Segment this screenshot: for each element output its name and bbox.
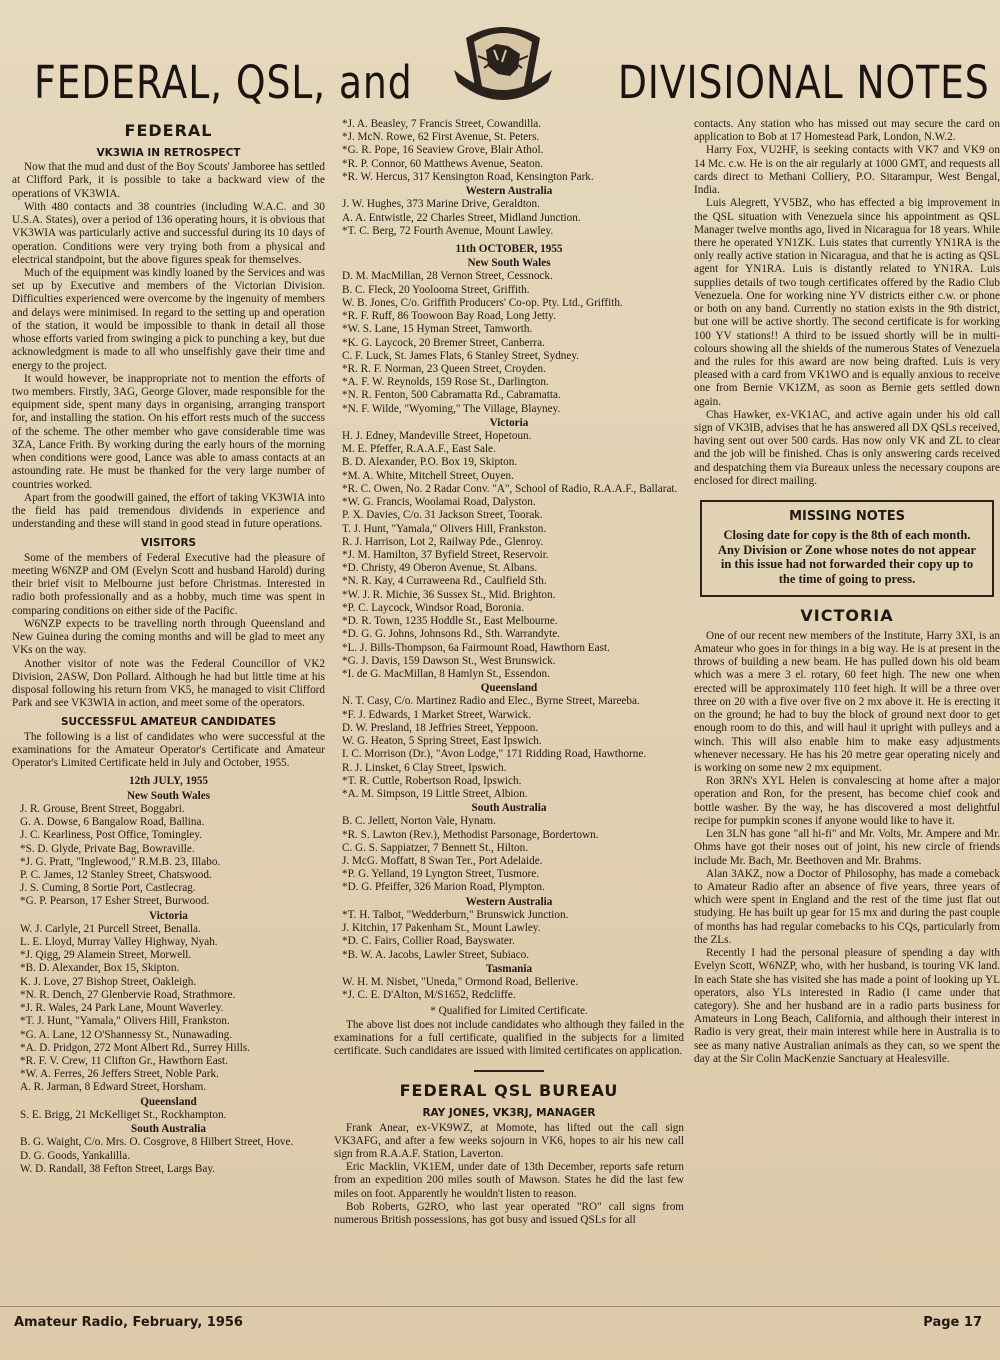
- candidate-entry: *M. A. White, Mitchell Street, Ouyen.: [342, 469, 514, 482]
- paragraph: contacts. Any station who has missed out may secure the card on application to Bob at 17 Homestead Park, London, N.W.2.: [694, 118, 1000, 144]
- candidate-entry: *J. M. Hamilton, 37 Byfield Street, Reservoir.: [342, 549, 549, 561]
- paragraph: It would however, be inappropriate not to mention the efforts of two members. Firstly, 3AG, George Glover, made responsible for the equipment side, spent many days in organising, arranging transport for, and installing the station. On his effort rests much of the success of the scheme. The other member who gave considerable time was 3ZA, Lance Frith. By working during the early hours of the morning when conditions were good, Lance was able to amass contacts at an astounding rate. He must be thanked for the very large number of countries worked.: [12, 372, 325, 491]
- candidate-entry: B. C. Jellett, Norton Vale, Hynam.: [342, 815, 496, 828]
- column-middle: [334, 118, 684, 1303]
- candidate-entry: *R. C. Owen, No. 2 Radar Conv. "A", School of Radio, R.A.A.F., Ballarat.: [342, 482, 678, 495]
- candidate-entry: G. A. Dowse, 6 Bangalow Road, Ballina.: [20, 816, 205, 829]
- candidate-list-wa-july: [334, 185, 684, 238]
- candidate-entry: *L. J. Bills-Thompson, 6a Fairmount Road, Hawthorn East.: [342, 641, 610, 654]
- column-right: [694, 118, 1000, 1303]
- candidate-entry: *J. Qigg, 29 Alamein Street, Morwell.: [20, 949, 192, 962]
- candidate-entry: *G. A. Lane, 12 O'Shannessy St., Nunawading.: [20, 1028, 233, 1041]
- candidate-entry: *J. C. E. D'Alton, M/S1652, Redcliffe.: [342, 989, 516, 1002]
- subheading-candidates: SUCCESSFUL AMATEUR CANDIDATES: [60, 716, 277, 729]
- missing-notes-box: [700, 500, 994, 597]
- visitors-body: [12, 552, 325, 711]
- qsl-bureau-continued: [694, 118, 1000, 488]
- candidate-group: [12, 1136, 325, 1176]
- paragraph: Some of the members of Federal Executive had the pleasure of meeting W6NZP and OM (Evelyn Scott and husband Harold) during their brief visit to Melbourne just before Christmas. Interested in radio both professionally and as a hobby, much time was spent in comparing conditions on either side of the Pacific.: [12, 551, 325, 617]
- candidate-entry: *G. P. Pearson, 17 Esher Street, Burwood.: [20, 895, 210, 908]
- missing-notes-title: MISSING NOTES: [789, 509, 905, 525]
- paragraph: Eric Macklin, VK1EM, under date of 13th December, reports safe return from an expedition 200 miles south of Mawson. States he did the last few miles on foot. Apparently he wouldn't listen to reason.: [334, 1161, 684, 1200]
- candidate-entry: *D. G. Pfeiffer, 326 Marion Road, Plympton.: [342, 881, 545, 894]
- candidate-group: [334, 430, 684, 681]
- candidate-entry: *R. F. V. Crew, 11 Clifton Gr., Hawthorn East.: [20, 1055, 228, 1067]
- paragraph: Len 3LN has gone "all hi-fi" and Mr. Volts, Mr. Ampere and Mr. Ohms have got their noses out of joint, his new circle of friends include Mr. Bach, Mr. Beethoven and Mr. Brahms.: [694, 828, 1000, 867]
- candidate-entry: *A. M. Simpson, 19 Little Street, Albion.: [342, 787, 528, 800]
- candidate-entry: *W. G. Francis, Woolamai Road, Dalyston.: [342, 496, 536, 509]
- state-heading: Queensland: [480, 682, 538, 695]
- state-heading: Western Australia: [465, 895, 553, 908]
- candidate-entry: P. C. James, 12 Stanley Street, Chatswood.: [20, 868, 212, 881]
- candidate-entry: D. M. MacMillan, 28 Vernon Street, Cessnock.: [342, 270, 553, 283]
- paragraph: Alan 3AKZ, now a Doctor of Philosophy, has made a comeback to Amateur Radio after an absence of five years, three years of which were spent in England and the rest of the time just flat out studying. He has built up gear for 15 mx and during the past couple of months has had regular comebacks to his CQs, particularly from the ZLs.: [694, 867, 1000, 946]
- candidate-entry: *J. A. Beasley, 7 Francis Street, Cowandilla.: [342, 118, 542, 130]
- victoria-body: [694, 630, 1000, 1066]
- article-columns: [12, 118, 1000, 1303]
- state-heading: Victoria: [489, 416, 529, 429]
- paragraph: Apart from the goodwill gained, the effort of taking VK3WIA into the field has paid tremendous dividends in experience and understanding and these will stand in good stead in future operations.: [12, 491, 325, 531]
- candidate-entry: J. McG. Moffatt, 8 Swan Ter., Port Adelaide.: [342, 855, 543, 868]
- candidate-group: [334, 815, 684, 894]
- candidate-entry: W. H. M. Nisbet, "Uneda," Ormond Road, Bellerive.: [342, 976, 579, 988]
- masthead-title-right: DIVISIONAL NOTES: [618, 56, 990, 109]
- state-heading: South Australia: [131, 1123, 206, 1136]
- candidate-group: [12, 803, 325, 909]
- candidate-entry: *T. R. Cuttle, Robertson Road, Ipswich.: [342, 774, 522, 787]
- paragraph: With 480 contacts and 38 countries (including W.A.C. and 30 U.S.A. States), over a period of 136 operating hours, it is obvious that VK3WIA was particularly active and successful during its 10 days of operation. Conditions were very trying both from a physical and electrical standpoint, but the above figures speak for themselves.: [12, 200, 325, 266]
- candidate-group: [334, 909, 684, 962]
- page-footer: [0, 1306, 1000, 1347]
- candidate-entry: *G. J. Davis, 159 Dawson St., West Brunswick.: [342, 654, 556, 667]
- candidate-entry: *J. McN. Rowe, 62 First Avenue, St. Peters.: [342, 131, 540, 144]
- candidate-entry: C. G. S. Sappiatzer, 7 Bennett St., Hilton.: [342, 841, 528, 854]
- footer-page-number: Page 17: [923, 1315, 982, 1330]
- candidate-entry: *N. F. Wilde, "Wyoming," The Village, Blayney.: [342, 402, 561, 415]
- candidate-entry: *B. D. Alexander, Box 15, Skipton.: [20, 962, 180, 975]
- paragraph: W6NZP expects to be travelling north through Queensland and New Guinea during the coming months and will be glad to meet any VKs on the way.: [12, 617, 325, 657]
- candidate-entry: W. J. Carlyle, 21 Purcell Street, Benalla.: [20, 922, 201, 935]
- candidate-entry: R. J. Harrison, Lot 2, Railway Pde., Glenroy.: [342, 535, 544, 548]
- candidate-entry: *R. W. Hercus, 317 Kensington Road, Kensington Park.: [342, 170, 594, 183]
- state-heading: Tasmania: [485, 962, 533, 975]
- candidate-entry: A. A. Entwistle, 22 Charles Street, Midland Junction.: [342, 211, 581, 224]
- subheading-retrospect: VK3WIA IN RETROSPECT: [96, 146, 241, 159]
- candidate-entry: *T. C. Berg, 72 Fourth Avenue, Mount Lawley.: [342, 224, 554, 237]
- candidate-entry: *R. F. Ruff, 86 Toowoon Bay Road, Long Jetty.: [342, 310, 556, 323]
- paragraph: Bob Roberts, G2RO, who last year operated "RO" call signs from numerous British possessions, has got busy and issued QSLs for all: [334, 1200, 684, 1227]
- paragraph: Another visitor of note was the Federal Councillor of VK2 Division, 2ASW, Don Pollard. Although he had but little time at his disposal following his return from VK5, he managed to visit Clifford Park and see VK3WIA in action, and meet some of the operators.: [12, 657, 325, 710]
- list-note: The above list does not include candidates who although they failed in the examinations for a full certificate, qualified in the subjects for a limited certificate. Such candidates are issued with limited certificates on application.: [334, 1018, 684, 1058]
- column-left: [12, 118, 325, 1303]
- candidate-entry: B. G. Waight, C/o. Mrs. O. Cosgrove, 8 Hilbert Street, Hove.: [20, 1136, 294, 1149]
- state-heading: Victoria: [149, 909, 188, 922]
- candidate-group: [334, 198, 684, 238]
- candidate-entry: P. X. Davies, C/o. 31 Jackson Street, Toorak.: [342, 509, 543, 522]
- candidate-entry: C. F. Luck, St. James Flats, 6 Stanley Street, Sydney.: [342, 349, 580, 362]
- candidate-entry: *I. de G. MacMillan, 8 Hamlyn St., Essendon.: [342, 667, 550, 680]
- candidate-entry: *R. S. Lawton (Rev.), Methodist Parsonage, Bordertown.: [342, 828, 599, 841]
- state-heading: Western Australia: [465, 185, 553, 198]
- exam-date-october: 11th OCTOBER, 1955: [455, 242, 563, 255]
- paragraph: Ron 3RN's XYL Helen is convalescing at home after a major operation and Ron, for the present, has become chief cook and bottle washer. By the way, he has discovered a most delightful recipe for pumpkin scones if anyone would like to have it.: [694, 775, 1000, 827]
- paragraph: Luis Alegrett, YV5BZ, who has effected a big improvement in the QSL situation with Venezuela since his appointment as QSL Manager twelve months ago, lived in Nicaragua for 18 years. While there he operated YN1ZK. Luis states that currently YN1RA is the only really active station in Nicaragua, and that he is acting as QSL agent for YN1RA. Luis is distantly related to YN1RA. Luis supplies details of two tough certificates offered by the Radio Club Venezuela. One for working nine YV districts either c.w. or phone or both on any band. Currently no station exists in the 9th district, but one will be active shortly. The second certificate is for working 100 YV stations!! A third to be issued shortly will be in multi-colours showing all the shields of the numerous States of Venezuela and the rules for this award are now being drafted. Luis is very pleased with a card from VK1WO and is equally anxious to receive one from Bernie VK1ZM, as soon as Bernie gets settled down again.: [694, 197, 1000, 408]
- bureau-body: [334, 1122, 684, 1228]
- candidate-list-july: [12, 790, 325, 1176]
- candidate-entry: M. E. Pfeffer, R.A.A.F., East Sale.: [342, 443, 496, 456]
- candidate-entry: B. C. Fleck, 20 Yoolooma Street, Griffith.: [342, 283, 530, 296]
- candidate-entry: *F. J. Edwards, 1 Market Street, Warwick.: [342, 708, 532, 721]
- candidate-entry: T. J. Hunt, "Yamala," Olivers Hill, Frankston.: [342, 522, 547, 535]
- candidate-entry: W. G. Heaton, 5 Spring Street, East Ipswich.: [342, 735, 542, 748]
- candidate-entry: *T. H. Talbot, "Wedderburn," Brunswick Junction.: [342, 908, 569, 921]
- candidate-entry: *W. J. R. Michie, 36 Sussex St., Mid. Brighton.: [342, 588, 556, 601]
- candidate-group: [334, 695, 684, 801]
- candidate-entry: R. J. Linsket, 6 Clay Street, Ipswich.: [342, 761, 507, 774]
- candidate-entry: H. J. Edney, Mandeville Street, Hopetoun.: [342, 430, 532, 443]
- candidate-entry: *J. G. Pratt, "Inglewood," R.M.B. 23, Illabo.: [20, 855, 221, 868]
- candidate-entry: *W. A. Ferres, 26 Jeffers Street, Noble Park.: [20, 1068, 219, 1081]
- candidate-entry: W. D. Randall, 38 Fefton Street, Largs Bay.: [20, 1162, 216, 1175]
- retrospect-body: [12, 161, 325, 531]
- masthead: [12, 8, 988, 116]
- candidate-entry: W. B. Jones, C/o. Griffith Producers' Co-op. Pty. Ltd., Griffith.: [342, 296, 623, 309]
- candidate-entry: N. T. Casy, C/o. Martinez Radio and Elec., Byrne Street, Mareeba.: [342, 695, 640, 708]
- paragraph: Frank Anear, ex-VK9WZ, at Momote, has lifted out the call sign VK3AFG, and after a few weeks sojourn in VK6, hopes to air his new call sign from R.A.A.F. Station, Laverton.: [334, 1121, 684, 1160]
- candidate-entry: *T. J. Hunt, "Yamala," Olivers Hill, Frankston.: [20, 1015, 230, 1028]
- section-divider: [474, 1070, 544, 1072]
- candidate-entry: *D. G. G. Johns, Johnsons Rd., Sth. Warrandyte.: [342, 628, 560, 641]
- paragraph: Much of the equipment was kindly loaned by the Services and was set up by Executive and members of the Victorian Division. Difficulties experienced were overcome by the ingenuity of members and delays were minimised. In regard to the setting up and operation of the station, it would be impossible to thank in detail all those whose efforts varied from swinging a pick to punching a key, but due acknowledgment is made to all who unselfishly gave their time and energy to the project.: [12, 267, 325, 372]
- section-heading-qsl-bureau: FEDERAL QSL BUREAU: [399, 1081, 619, 1101]
- candidate-entry: D. G. Goods, Yankalilla.: [20, 1149, 131, 1162]
- candidate-entry: J. C. Kearliness, Post Office, Tomingley.: [20, 829, 203, 842]
- candidate-entry: S. E. Brigg, 21 McKelliget St., Rockhampton.: [20, 1108, 227, 1121]
- candidate-entry: D. W. Presland, 18 Jeffries Street, Yeppoon.: [342, 721, 539, 734]
- candidate-entry: *D. Christy, 49 Oberon Avenue, St. Albans.: [342, 562, 538, 575]
- candidate-entry: *R. R. F. Norman, 23 Queen Street, Croyden.: [342, 362, 546, 375]
- paragraph: Now that the mud and dust of the Boy Scouts' Jamboree has settled at Clifford Park, it is possible to take a backward view of the operations of VK3WIA.: [12, 161, 325, 200]
- section-heading-victoria: VICTORIA: [800, 605, 894, 625]
- candidate-entry: L. E. Lloyd, Murray Valley Highway, Nyah.: [20, 936, 218, 949]
- candidate-group: [334, 270, 684, 415]
- candidate-entry: *S. D. Glyde, Private Bag, Bowraville.: [20, 842, 195, 855]
- qualified-footnote: * Qualified for Limited Certificate.: [430, 1005, 588, 1018]
- candidate-entry: *A. D. Pridgon, 272 Mont Albert Rd., Surrey Hills.: [20, 1041, 250, 1054]
- candidate-group: [12, 1109, 325, 1122]
- candidate-entry: *R. P. Connor, 60 Matthews Avenue, Seaton.: [342, 157, 544, 170]
- candidate-entry: *D. C. Fairs, Collier Road, Bayswater.: [342, 935, 515, 948]
- candidate-group: [12, 923, 325, 1095]
- paragraph: One of our recent new members of the Institute, Harry 3XI, is an Amateur who goes in for things in a big way. He is at present in the throws of building a new beam. He has pulled down his old beam which was a mere 3 el. rotary, 60 feet high. The new one when erected will be approximately 110 feet high. It will be a three over three on 20 with a five over five on 2 mx above it. He is erecting it on the ground; he had to buy the block of ground next door to get enough room to do this, and will haul it upright with pulleys and a winch. This will also enable him to make easy adjustments whenever necessary. He has his 20 metre gear operating nicely and is working on some new 2 mx equipment.: [694, 629, 1000, 775]
- candidate-entry: J. S. Cuming, 8 Sortie Port, Castlecrag.: [20, 882, 196, 895]
- candidate-entry: *J. R. Wales, 24 Park Lane, Mount Waverley.: [20, 1002, 224, 1015]
- missing-notes-body: Closing date for copy is the 8th of each month. Any Division or Zone whose notes do not appear in this issue had not forwarded their copy up to the time of going to press.: [717, 528, 977, 586]
- paragraph: The following is a list of candidates who were successful at the examinations for the Amateur Operator's Certificate and Amateur Operator's Limited Certificate held in July and October, 1955.: [12, 730, 325, 770]
- candidate-entry: *G. R. Pope, 16 Seaview Grove, Blair Athol.: [342, 144, 544, 157]
- candidate-entry: *P. C. Laycock, Windsor Road, Boronia.: [342, 601, 525, 614]
- section-heading-federal: FEDERAL: [124, 121, 213, 140]
- state-heading: Queensland: [140, 1095, 197, 1108]
- paragraph: Harry Fox, VU2HF, is seeking contacts with VK7 and VK9 on 14 Mc. c.w. He is on the air regularly at 1000 GMT, and requests all cards direct to Methani Colliery, P.O. Sitarampur, West Bengal, India.: [694, 144, 1000, 197]
- candidate-entry: K. J. Love, 27 Bishop Street, Oakleigh.: [20, 975, 197, 988]
- candidate-entry: I. C. Morrison (Dr.), "Avon Lodge," 171 Ridding Road, Hawthorne.: [342, 748, 647, 761]
- candidate-entry: *B. W. A. Jacobs, Lawler Street, Subiaco.: [342, 948, 530, 961]
- candidate-entry: B. D. Alexander, P.O. Box 19, Skipton.: [342, 456, 518, 469]
- candidate-group: [334, 976, 684, 1002]
- candidate-entry: J. W. Hughes, 373 Marine Drive, Geraldton.: [342, 198, 540, 211]
- paragraph: Recently I had the personal pleasure of spending a day with Evelyn Scott, W6NZP, who, with her husband, is touring VK land. In each State she has visited she has made a point of looking up YL operators, also YLs interested in Radio (I came under that category). She and her husband are in a radio parts business for Amateurs in Long Beach, California, and although their interest in Radio is very great, their main interest while here in Australia is to see as many native Australian animals as they can, so we spent the day at the Sir Colin MacKenzie Sanctuary at Healesville.: [694, 947, 1000, 1065]
- candidate-entry: *K. G. Laycock, 20 Bremer Street, Canberra.: [342, 336, 545, 349]
- candidate-entry: *N. R. Dench, 27 Glenbervie Road, Strathmore.: [20, 988, 236, 1001]
- candidate-entry: J. R. Grouse, Brent Street, Boggabri.: [20, 802, 185, 815]
- candidate-entry: J. Kitchin, 17 Pakenham St., Mount Lawley.: [342, 922, 541, 935]
- candidate-list-october: [334, 257, 684, 1002]
- candidate-entry: *P. G. Yelland, 19 Lyngton Street, Tusmore.: [342, 868, 540, 881]
- exam-date-july: 12th JULY, 1955: [128, 775, 209, 788]
- candidate-entry: *A. F. W. Reynolds, 159 Rose St., Darlington.: [342, 376, 549, 389]
- candidate-entry: *W. S. Lane, 15 Hyman Street, Tamworth.: [342, 323, 533, 336]
- subheading-visitors: VISITORS: [140, 537, 197, 550]
- candidate-entry: *N. R. Fenton, 500 Cabramatta Rd., Cabramatta.: [342, 389, 561, 402]
- candidate-entry: *D. R. Town, 1235 Hoddle St., East Melbourne.: [342, 615, 558, 628]
- bureau-manager-line: RAY JONES, VK3RJ, MANAGER: [422, 1107, 596, 1120]
- state-heading: South Australia: [471, 802, 547, 815]
- state-heading: New South Wales: [126, 789, 211, 802]
- wia-emblem-icon: [448, 10, 558, 110]
- candidate-entry: A. R. Jarman, 8 Edward Street, Horsham.: [20, 1081, 207, 1094]
- candidate-entry: *N. R. Kay, 4 Curraweena Rd., Caulfield Sth.: [342, 575, 547, 588]
- footer-publication: Amateur Radio, February, 1956: [14, 1315, 243, 1330]
- state-heading: New South Wales: [467, 257, 551, 270]
- candidate-list-continued: [334, 118, 684, 184]
- masthead-title-left: FEDERAL, QSL, and: [34, 56, 413, 109]
- paragraph: Chas Hawker, ex-VK1AC, and active again under his old call sign of VK3IB, advises that he has answered all DX QSLs received, having sent out over 500 cards. Has now only VK and ZL to clear and the job will be finished. Chas is only answering cards received and despatching them via Bureaux unless the necessary coupons are enclosed for direct mailing.: [694, 408, 1000, 487]
